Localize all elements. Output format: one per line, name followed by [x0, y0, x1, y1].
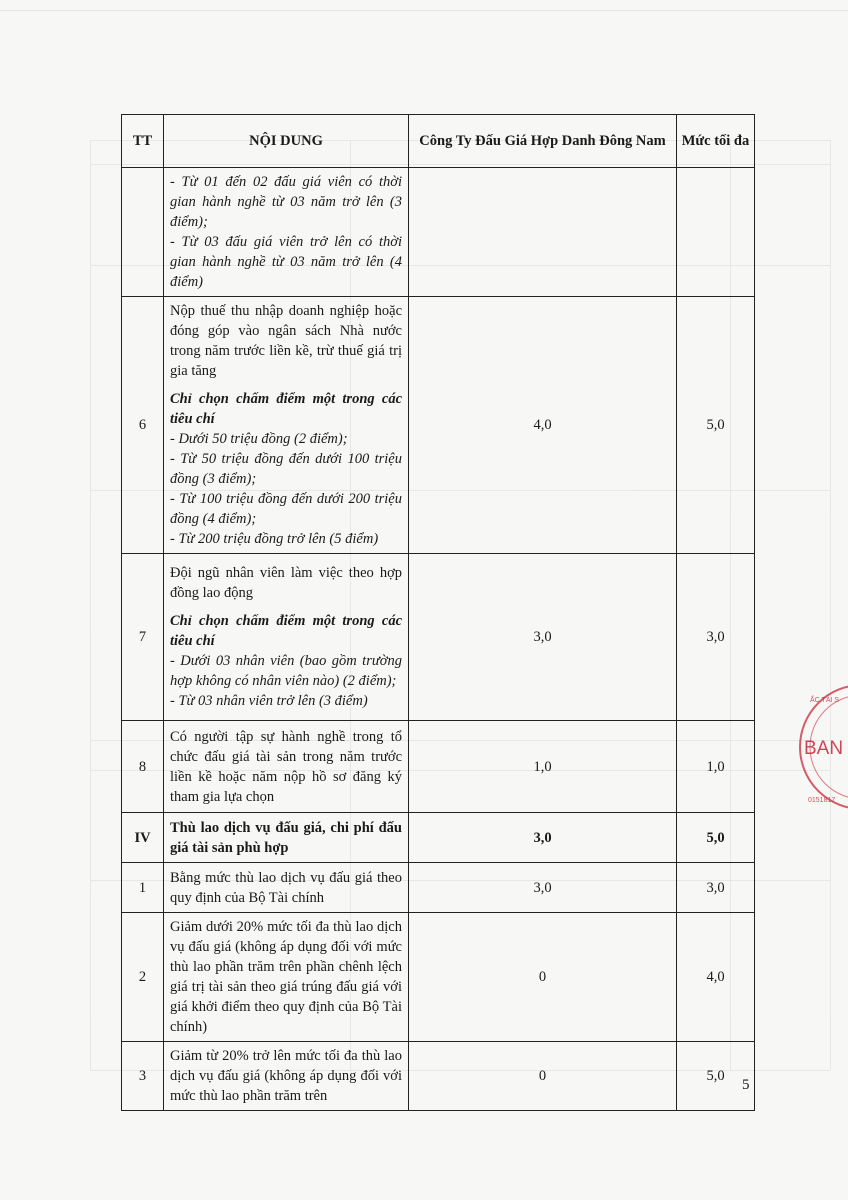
cell-max: 5,0 [677, 1042, 755, 1111]
cell-content: Thù lao dịch vụ đấu giá, chi phí đấu giá tài sản phù hợp [164, 813, 409, 863]
header-content: NỘI DUNG [164, 115, 409, 168]
table-row [122, 863, 755, 913]
page-number: 5 [742, 1077, 750, 1093]
criterion-text: Đội ngũ nhân viên làm việc theo hợp đồng lao động [170, 565, 402, 601]
cell-content [164, 554, 409, 721]
cell-max: 5,0 [677, 297, 755, 554]
table-header-row [122, 115, 755, 168]
table-row [122, 721, 755, 813]
stamp-middle-text: BAN [804, 738, 844, 759]
criteria-item: - Dưới 50 triệu đồng (2 điểm); [170, 431, 348, 447]
cell-score: 1,0 [409, 721, 677, 813]
cell-tt [122, 168, 164, 297]
cell-tt: 7 [122, 554, 164, 721]
header-max: Mức tối đa [677, 115, 755, 168]
cell-content [164, 297, 409, 554]
criteria-item: - Từ 03 nhân viên trở lên (3 điểm) [170, 693, 368, 709]
criterion-text: Nộp thuế thu nhập doanh nghiệp hoặc đóng góp vào ngân sách Nhà nước trong năm trước liền kề, trừ thuế giá trị gia tăng [170, 303, 402, 379]
criteria-item: - Từ 100 triệu đồng đến dưới 200 triệu đồng (4 điểm); [170, 491, 402, 527]
cell-score: 0 [409, 1042, 677, 1111]
criteria-item: - Từ 03 đấu giá viên trở lên có thời gian hành nghề từ 03 năm trở lên (4 điểm) [170, 234, 402, 290]
criteria-item: - Dưới 03 nhân viên (bao gồm trường hợp không có nhân viên nào) (2 điểm); [170, 653, 402, 689]
table-row [122, 554, 755, 721]
cell-tt: 6 [122, 297, 164, 554]
scan-edge [0, 0, 848, 11]
cell-score: 3,0 [409, 554, 677, 721]
table-row-continued [122, 168, 755, 297]
cell-content: Giảm dưới 20% mức tối đa thù lao dịch vụ đấu giá (không áp dụng đối với mức thù lao phần trăm trên phần chênh lệch giá trị tài sản theo giá trúng đấu giá với giá khởi điểm theo quy định của Bộ Tài chính) [164, 913, 409, 1042]
cell-max: 3,0 [677, 554, 755, 721]
cell-score: 0 [409, 913, 677, 1042]
table-row [122, 913, 755, 1042]
cell-tt: IV [122, 813, 164, 863]
section-row [122, 813, 755, 863]
criteria-item: - Từ 200 triệu đồng trở lên (5 điểm) [170, 531, 379, 547]
table-row [122, 297, 755, 554]
criteria-item: - Từ 01 đến 02 đấu giá viên có thời gian hành nghề từ 03 năm trở lên (3 điểm); [170, 174, 402, 230]
cell-tt: 3 [122, 1042, 164, 1111]
cell-score: 4,0 [409, 297, 677, 554]
cell-content: Giảm từ 20% trở lên mức tối đa thù lao dịch vụ đấu giá (không áp dụng đối với mức thù lao phần trăm trên [164, 1042, 409, 1111]
cell-max: 3,0 [677, 863, 755, 913]
criteria-item: - Từ 50 triệu đồng đến dưới 100 triệu đồng (3 điểm); [170, 451, 402, 487]
cell-max: 1,0 [677, 721, 755, 813]
cell-max: 4,0 [677, 913, 755, 1042]
cell-max [677, 168, 755, 297]
table-row [122, 1042, 755, 1111]
stamp-bottom-text: 0151817 [808, 797, 836, 804]
cell-score: 3,0 [409, 813, 677, 863]
cell-content: Có người tập sự hành nghề trong tổ chức đấu giá tài sản trong năm trước liền kề hoặc năm nộp hồ sơ đăng ký tham gia lựa chọn [164, 721, 409, 813]
cell-score [409, 168, 677, 297]
seal-stamp [792, 672, 848, 822]
criteria-note: Chỉ chọn chấm điểm một trong các tiêu chí [170, 613, 402, 649]
cell-tt: 1 [122, 863, 164, 913]
header-company: Công Ty Đấu Giá Hợp Danh Đông Nam [409, 115, 677, 168]
header-tt: TT [122, 115, 164, 168]
cell-tt: 2 [122, 913, 164, 1042]
cell-score: 3,0 [409, 863, 677, 913]
cell-content: Bằng mức thù lao dịch vụ đấu giá theo quy định của Bộ Tài chính [164, 863, 409, 913]
cell-max: 5,0 [677, 813, 755, 863]
stamp-top-text: ẤC TÀI S [810, 697, 840, 704]
criteria-note: Chỉ chọn chấm điểm một trong các tiêu chí [170, 391, 402, 427]
cell-tt: 8 [122, 721, 164, 813]
cell-content [164, 168, 409, 297]
scoring-table [121, 114, 755, 1111]
